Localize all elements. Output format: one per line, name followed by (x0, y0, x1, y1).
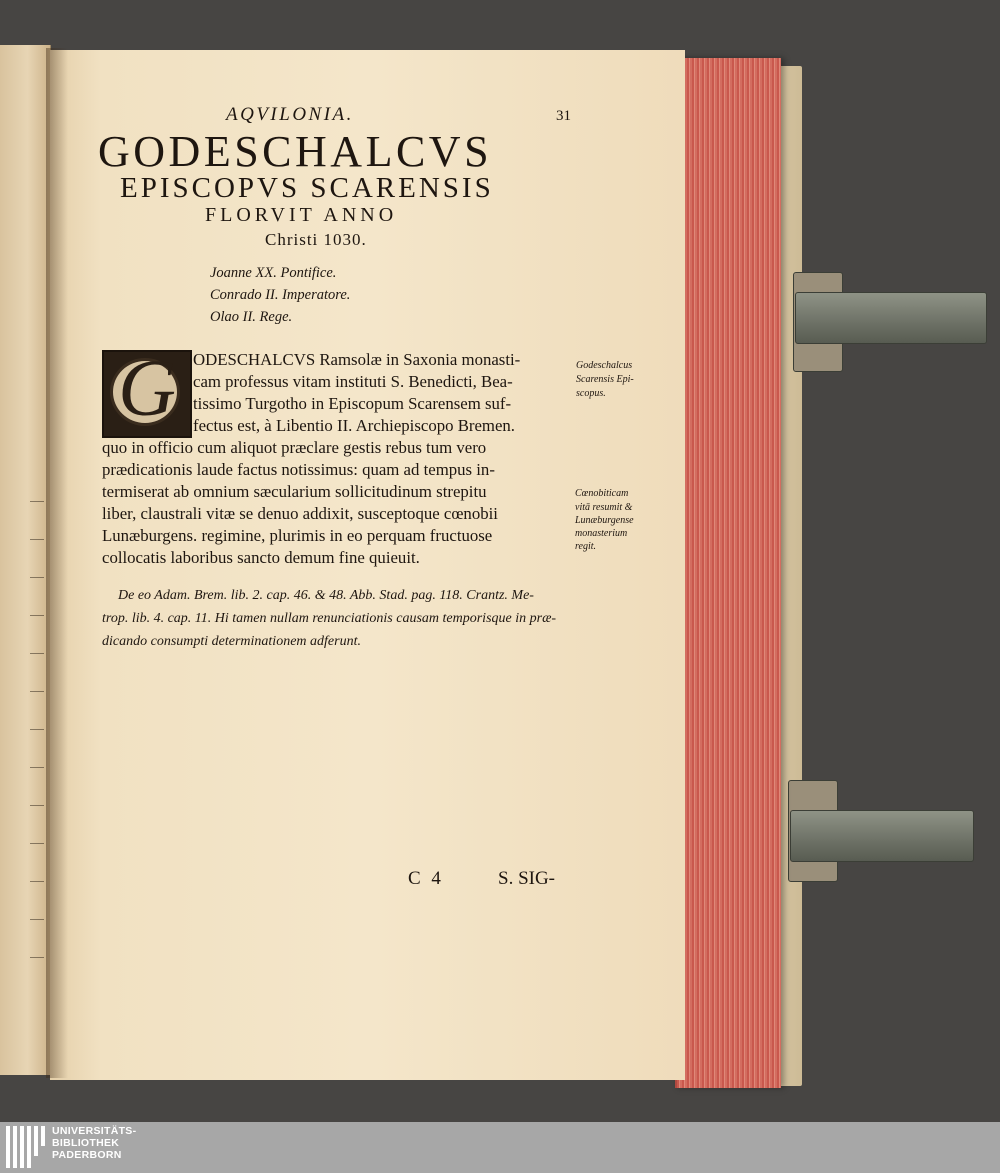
margin-note-line: Godeschalcus (576, 360, 633, 371)
clasp-bottom (790, 810, 974, 862)
body-line: liber, claustrali vitæ se denuo addixit, susceptoque cœnobii (102, 504, 498, 523)
body-line: cam professus vitam instituti S. Benedicti, Bea- (193, 372, 513, 391)
reference-line: trop. lib. 4. cap. 11. Hi tamen nullam renunciationis causam temporisque in præ- (102, 611, 557, 626)
reference-line: dicando consumpti determinationem adferunt. (102, 634, 361, 649)
margin-note-line: monasterium (575, 528, 628, 539)
spine-shadow (46, 48, 68, 1078)
body-line: Lunæburgens. regimine, plurimis in eo perquam fructuose (102, 526, 493, 545)
body-line: quo in officio cum aliquot præclare gestis rebus tum vero (102, 438, 487, 457)
title-line-4: Christi 1030. (265, 230, 367, 249)
body-line: collocatis laboribus sancto demum fine quieuit. (102, 548, 420, 567)
running-head: AQVILONIA. (226, 104, 354, 125)
margin-note-line: regit. (575, 541, 597, 552)
title-line-1: GODESCHALCVS (98, 127, 493, 176)
library-name-line: UNIVERSITÄTS- (52, 1125, 137, 1137)
library-name-line: BIBLIOTHEK (52, 1137, 120, 1149)
margin-note-line: vitā resumit & (575, 502, 633, 513)
title-line-3: FLORVIT ANNO (205, 204, 398, 226)
decorated-initial (102, 345, 192, 438)
page-number: 31 (556, 108, 571, 124)
catchword: S. SIG- (498, 868, 556, 889)
library-logo-icon (6, 1126, 46, 1168)
margin-note-line: scopus. (576, 388, 606, 399)
margin-note-line: Cœnobiticam (575, 488, 629, 499)
body-line: termiserat ab omnium sæcularium sollicitudinum strepitu (102, 482, 487, 501)
reference-line: De eo Adam. Brem. lib. 2. cap. 46. & 48. Abb. Stad. pag. 118. Crantz. Me- (118, 588, 534, 603)
reign-king: Olao II. Rege. (210, 309, 293, 325)
library-name-line: PADERBORN (52, 1149, 122, 1161)
margin-note-line: Scarensis Epi- (576, 374, 634, 385)
reign-pope: Joanne XX. Pontifice. (210, 265, 337, 281)
body-line: fectus est, à Libentio II. Archiepiscopo Bremen. (193, 416, 516, 435)
reign-emperor: Conrado II. Imperatore. (210, 287, 351, 303)
left-page-edge (0, 45, 51, 1075)
body-line: prædicationis laude factus notissimus: quam ad tempus in- (102, 460, 495, 479)
red-page-edges (675, 58, 781, 1088)
library-name (52, 1125, 252, 1161)
title-line-2: EPISCOPVS SCARENSIS (120, 172, 494, 204)
margin-note-line: Lunæburgense (575, 515, 634, 526)
signature-mark: C 4 (408, 868, 444, 889)
body-line: ODESCHALCVS Ramsolæ in Saxonia monasti- (193, 350, 521, 369)
clasp-top (795, 292, 987, 344)
initial-letter: G (118, 345, 176, 433)
left-page-text-fragments (30, 475, 44, 995)
body-line: tissimo Turgotho in Episcopum Scarensem suf- (193, 394, 512, 413)
